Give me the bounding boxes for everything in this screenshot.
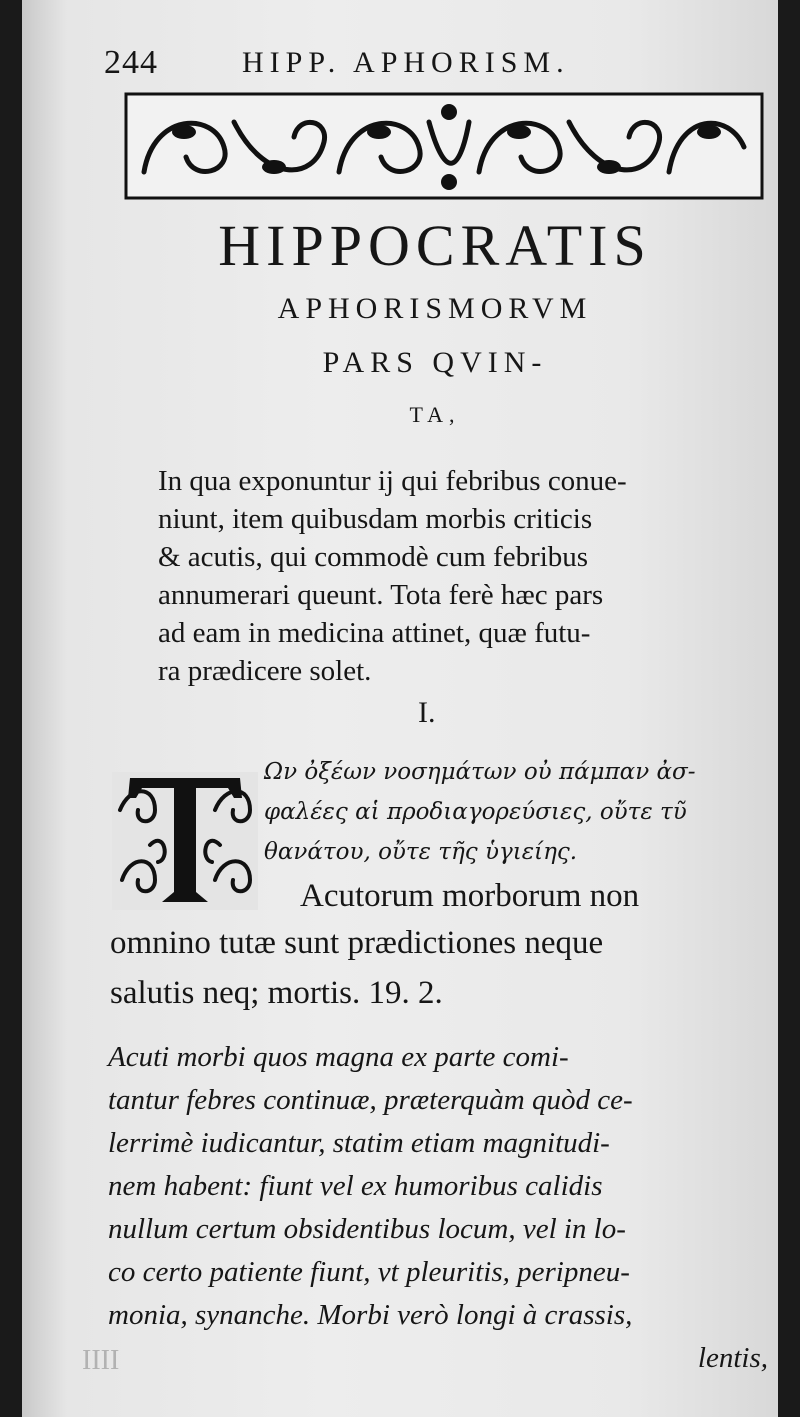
- running-title: HIPP. APHORISM.: [242, 46, 570, 79]
- summary-line: & acutis, qui commodè cum febribus: [158, 541, 589, 573]
- commentary-catchword: lentis,: [697, 1342, 768, 1374]
- commentary-text: [108, 1036, 768, 1380]
- section-summary: [158, 462, 768, 690]
- page-number: 244: [104, 44, 158, 81]
- summary-line: In qua exponuntur ij qui febribus conue-: [158, 465, 627, 497]
- greek-line: φαλέες αἱ προδιαγορεύσιες, οὔτε τῦ: [264, 799, 687, 825]
- commentary-line: Acuti morbi quos magna ex parte comi-: [108, 1041, 569, 1073]
- title-line-4: TA,: [409, 402, 461, 427]
- greek-line: θανάτου, οὔτε τῆς ὑγιείης.: [264, 839, 578, 865]
- latin-line: Acutorum morborum non: [300, 878, 640, 914]
- commentary-line: nem habent: fiunt vel ex humoribus calidis: [108, 1170, 603, 1202]
- commentary-line: lerrimè iudicantur, statim etiam magnitudi-: [108, 1127, 610, 1159]
- commentary-line: co certo patiente fiunt, vt pleuritis, peripneu-: [108, 1256, 630, 1288]
- summary-line: ad eam in medicina attinet, quæ futu-: [158, 617, 591, 649]
- summary-line: ra prædicere solet.: [158, 655, 372, 687]
- commentary-line: monia, synanche. Morbi verò longi à crassis,: [108, 1299, 633, 1331]
- decorated-initial: [110, 770, 260, 912]
- ornamental-headpiece: [124, 92, 764, 200]
- title-main: HIPPOCRATIS: [218, 213, 652, 278]
- book-page: [22, 0, 778, 1417]
- latin-translation: [110, 918, 770, 1018]
- greek-text: [264, 752, 764, 872]
- commentary-line: nullum certum obsidentibus locum, vel in lo-: [108, 1213, 626, 1245]
- running-header: [104, 44, 704, 88]
- latin-line: omnino tutæ sunt prædictiones neque: [110, 925, 604, 961]
- latin-line: salutis neq; mortis. 19. 2.: [110, 975, 443, 1011]
- title-line-2: APHORISMORVM: [277, 292, 593, 325]
- summary-line: niunt, item quibusdam morbis criticis: [158, 503, 593, 535]
- commentary-line: tantur febres continuæ, præterquàm quòd ce-: [108, 1084, 633, 1116]
- greek-line: Ων ὀξέων νοσημάτων οὐ πάμπαν ἀσ-: [264, 759, 696, 785]
- bleed-through-text: IIII: [82, 1345, 120, 1376]
- aphorism-number: I.: [418, 696, 436, 729]
- title-line-3: PARS QVIN-: [322, 346, 548, 379]
- summary-line: annumerari queunt. Tota ferè hæc pars: [158, 579, 604, 611]
